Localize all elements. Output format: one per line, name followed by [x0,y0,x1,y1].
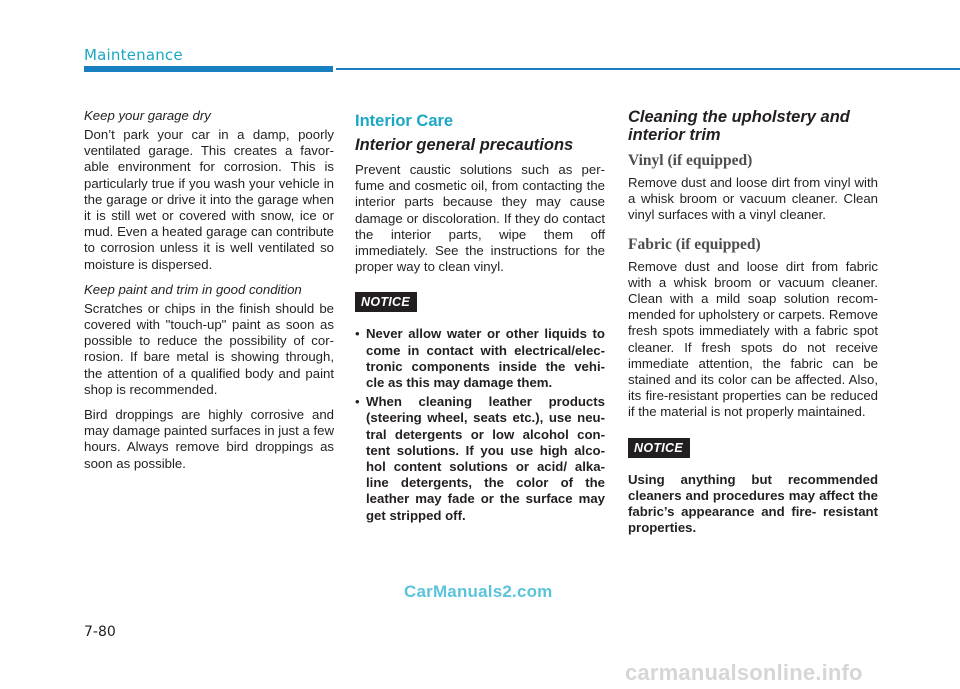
paragraph-paint: Scratches or chips in the finish should be covered with "touch-up" paint as soon as possible to reduce the possibility of cor- rosion. If bare metal is showing through, the attention of a qualified body and paint shop is recommended. [84,300,334,397]
header-rule [336,68,960,70]
column-middle [355,108,605,527]
notice-badge: NOTICE [628,438,690,458]
paragraph-precautions: Prevent caustic solutions such as per- fume and cosmetic oil, from contacting the interior parts because they may cause damage or discoloration. If they do contact the interior parts, wipe them off immediately. See the instructions for the proper way to clean vinyl. [355,162,605,275]
paragraph-notice-fabric: Using anything but recommended cleaners and procedures may affect the fabric’s appearance and fire- resistant properties. [628,471,878,536]
header-accent-bar [84,66,333,72]
notice-badge: NOTICE [355,292,417,312]
heading-cleaning-upholstery: Cleaning the upholstery and interior trim [628,108,850,144]
paragraph-fabric: Remove dust and loose dirt from fabric with a whisk broom or vacuum cleaner. Clean with a mild soap solution recom- mended for upholstery or carpets. Remove fresh spots immediately with a fabric spot cleaner. If fresh spots do not receive immediate attention, the fabric can be stained and its color can be affected. Also, its fire-resistant properties can be reduced if the material is not properly maintained. [628,258,878,420]
footer-watermark: carmanualsonline.info [625,660,863,685]
paragraph-vinyl: Remove dust and loose dirt from vinyl with a whisk broom or vacuum cleaner. Clean vinyl surfaces with a vinyl cleaner. [628,175,878,223]
heading-fabric: Fabric (if equipped) [628,235,761,253]
subheading-paint: Keep paint and trim in good condition [84,281,302,297]
heading-interior-care: Interior Care [355,112,454,130]
section-title: Maintenance [84,46,183,64]
heading-interior-precautions: Interior general precautions [355,136,574,154]
page-number: 7-80 [84,624,116,640]
heading-vinyl: Vinyl (if equipped) [628,152,753,169]
paragraph-bird-droppings: Bird droppings are highly corrosive and may damage painted surfaces in just a few hours. Always remove bird droppings as soon as possible. [84,407,334,471]
column-right [628,108,878,545]
column-left [84,108,334,481]
notice-bullet-list [355,326,605,523]
subheading-garage: Keep your garage dry [84,108,211,123]
bullet-item: • When cleaning leather products (steering wheel, seats etc.), use neu- tral detergents or low alcohol con- tent solutions. If you use high alco- hol content solutions or acid/ alka- line detergents, the color of the leather may fade or the surface may get stripped off. [355,394,605,524]
bullet-item: • Never allow water or other liquids to come in contact with electrical/elec- tronic components inside the vehi- cle as this may damage them. [355,326,605,391]
watermark-link[interactable]: CarManuals2.com [404,582,553,601]
paragraph-garage: Don’t park your car in a damp, poorly ventilated garage. This creates a favor- able environment for corrosion. This is particularly true if you wash your vehicle in the garage or drive it into the garage when it is still wet or covered with snow, ice or mud. Even a heated garage can contribute to corrosion unless it is well ventilated so moisture is dispersed. [84,127,334,272]
